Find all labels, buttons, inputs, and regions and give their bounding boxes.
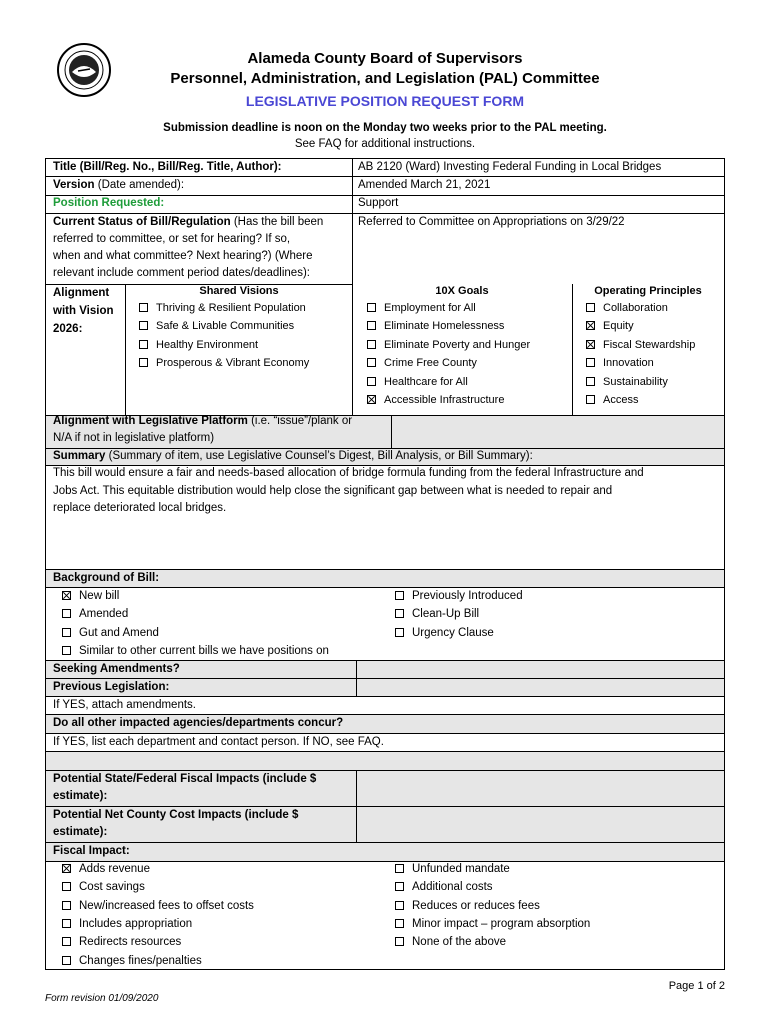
checkbox-label: Eliminate Homelessness <box>384 320 505 333</box>
checkbox-item[interactable] <box>395 916 590 933</box>
checkbox-label: Additional costs <box>412 881 493 894</box>
checkbox-item[interactable] <box>139 337 258 354</box>
checkbox-item[interactable] <box>395 934 506 951</box>
county-cost-label-line: estimate): <box>53 826 108 838</box>
fiscal-impact-label: Fiscal Impact: <box>53 845 130 857</box>
form-revision: Form revision 01/09/2020 <box>45 993 159 1004</box>
checkbox-icon[interactable] <box>586 321 595 330</box>
checkbox-icon[interactable] <box>395 901 404 910</box>
checkbox-label: Clean-Up Bill <box>412 608 480 621</box>
checkbox-icon[interactable] <box>395 609 404 618</box>
checkbox-icon[interactable] <box>62 901 71 910</box>
checkbox-label: Changes fines/penalties <box>79 954 202 967</box>
checkbox-icon[interactable] <box>62 609 71 618</box>
committee-title: Personnel, Administration, and Legislation (PAL) Committee <box>170 70 600 87</box>
checkbox-icon[interactable] <box>367 358 376 367</box>
checkbox-icon[interactable] <box>586 395 595 404</box>
checkbox-label: Cost savings <box>79 881 145 894</box>
checkbox-item[interactable] <box>586 392 638 409</box>
checkbox-item[interactable] <box>367 337 530 354</box>
checkbox-icon[interactable] <box>395 864 404 873</box>
checkbox-icon[interactable] <box>367 395 376 404</box>
checkbox-icon[interactable] <box>586 377 595 386</box>
checkbox-label: Unfunded mandate <box>412 863 510 875</box>
checkbox-item[interactable] <box>367 300 476 317</box>
checkbox-item[interactable] <box>395 588 523 605</box>
previous-legislation-label: Previous Legislation: <box>53 681 170 693</box>
position-label: Position Requested: <box>53 197 165 209</box>
checkbox-label: Accessible Infrastructure <box>384 394 505 406</box>
checkbox-icon[interactable] <box>367 377 376 386</box>
checkbox-label: Urgency Clause <box>412 626 494 639</box>
checkbox-item[interactable] <box>586 318 634 335</box>
goals-title: 10X Goals <box>435 285 489 297</box>
platform-label: Alignment with Legislative Platform (i.e. “issue”/plank or <box>53 415 353 427</box>
checkbox-icon[interactable] <box>367 321 376 330</box>
checkbox-icon[interactable] <box>62 956 71 965</box>
checkbox-icon[interactable] <box>395 919 404 928</box>
seeking-amendments-label: Seeking Amendments? <box>53 663 180 675</box>
state-fiscal-label: Potential State/Federal Fiscal Impacts (include $ <box>53 773 317 785</box>
checkbox-item[interactable] <box>395 898 540 915</box>
checkbox-item[interactable] <box>395 606 479 623</box>
checkbox-icon[interactable] <box>139 321 148 330</box>
shared-visions-title: Shared Visions <box>199 285 279 297</box>
checkbox-item[interactable] <box>62 861 150 878</box>
checkbox-icon[interactable] <box>367 303 376 312</box>
page-number: Page 1 of 2 <box>668 980 725 992</box>
principles-title: Operating Principles <box>594 285 702 297</box>
status-label-line: referred to committee, or set for hearing? If so, <box>53 233 291 245</box>
checkbox-item[interactable] <box>367 355 477 372</box>
status-value[interactable]: Referred to Committee on Appropriations on 3/29/22 <box>358 216 625 228</box>
checkbox-item[interactable] <box>62 588 119 605</box>
title-label: Title (Bill/Reg. No., Bill/Reg. Title, Author): <box>53 161 282 173</box>
status-label-line: relevant include comment period dates/deadlines): <box>53 267 310 279</box>
checkbox-icon[interactable] <box>367 340 376 349</box>
checkbox-item[interactable] <box>62 916 192 933</box>
checkbox-item[interactable] <box>367 392 504 409</box>
checkbox-label: Minor impact – program absorption <box>412 917 591 930</box>
checkbox-label: Access <box>603 394 639 406</box>
faq-note: See FAQ for additional instructions. <box>294 138 476 150</box>
checkbox-label: Gut and Amend <box>79 626 159 639</box>
checkbox-item[interactable] <box>62 898 254 915</box>
checkbox-label: Collaboration <box>603 302 668 314</box>
checkbox-label: Crime Free County <box>384 357 477 370</box>
state-fiscal-label-line: estimate): <box>53 790 108 802</box>
checkbox-label: Equity <box>603 320 634 333</box>
checkbox-item[interactable] <box>586 337 695 354</box>
request-form <box>45 158 725 970</box>
alignment-label: 2026: <box>53 323 83 335</box>
checkbox-item[interactable] <box>139 355 309 372</box>
platform-label-line: N/A if not in legislative platform) <box>53 432 215 444</box>
checkbox-icon[interactable] <box>62 628 71 637</box>
checkbox-label: Healthcare for All <box>384 375 468 388</box>
checkbox-label: Eliminate Poverty and Hunger <box>384 338 531 351</box>
checkbox-icon[interactable] <box>62 591 71 600</box>
form-title: LEGISLATIVE POSITION REQUEST FORM <box>245 93 525 109</box>
concur-label: Do all other impacted agencies/departments concur? <box>53 717 344 729</box>
checkbox-icon[interactable] <box>62 646 71 655</box>
checkbox-icon[interactable] <box>62 882 71 891</box>
alignment-label: Alignment <box>53 287 110 299</box>
checkbox-label: Sustainability <box>603 375 668 388</box>
checkbox-label: Fiscal Stewardship <box>603 338 696 351</box>
summary-label: Summary (Summary of item, use Legislative Counsel’s Digest, Bill Analysis, or Bill Summary): <box>53 450 533 462</box>
checkbox-item[interactable] <box>395 861 510 878</box>
checkbox-item[interactable] <box>62 643 329 660</box>
checkbox-item[interactable] <box>139 318 294 335</box>
version-value[interactable]: Amended March 21, 2021 <box>358 179 491 191</box>
checkbox-icon[interactable] <box>586 358 595 367</box>
alignment-label: with Vision <box>53 305 114 317</box>
checkbox-icon[interactable] <box>62 864 71 873</box>
checkbox-item[interactable] <box>139 300 306 317</box>
checkbox-label: Reduces or reduces fees <box>412 899 540 912</box>
checkbox-item[interactable] <box>586 355 654 372</box>
checkbox-label: Healthy Environment <box>156 338 259 351</box>
org-title: Alameda County Board of Supervisors <box>247 50 523 67</box>
checkbox-label: Safe & Livable Communities <box>156 320 295 333</box>
checkbox-icon[interactable] <box>395 591 404 600</box>
checkbox-item[interactable] <box>62 879 145 896</box>
checkbox-icon[interactable] <box>62 937 71 946</box>
checkbox-item[interactable] <box>395 879 493 896</box>
checkbox-icon[interactable] <box>586 340 595 349</box>
checkbox-item[interactable] <box>586 300 668 317</box>
checkbox-label: Prosperous & Vibrant Economy <box>156 357 310 370</box>
checkbox-item[interactable] <box>62 953 202 970</box>
checkbox-item[interactable] <box>62 625 159 642</box>
checkbox-item[interactable] <box>367 374 468 391</box>
checkbox-icon[interactable] <box>586 303 595 312</box>
county-cost-label: Potential Net County Cost Impacts (include $ <box>53 809 299 821</box>
title-value[interactable]: AB 2120 (Ward) Investing Federal Funding in Local Bridges <box>358 161 662 173</box>
summary-text[interactable]: This bill would ensure a fair and needs-based allocation of bridge formula funding from the federal Infrastructure and <box>53 467 644 479</box>
checkbox-icon[interactable] <box>395 882 404 891</box>
checkbox-icon[interactable] <box>395 628 404 637</box>
checkbox-label: New/increased fees to offset costs <box>79 899 254 912</box>
checkbox-label: None of the above <box>412 936 506 949</box>
checkbox-label: Redirects resources <box>79 936 182 949</box>
deadline-note: Submission deadline is noon on the Monday two weeks prior to the PAL meeting. <box>163 122 607 134</box>
checkbox-item[interactable] <box>367 318 504 335</box>
checkbox-item[interactable] <box>62 606 128 623</box>
checkbox-item[interactable] <box>586 374 668 391</box>
checkbox-label: Previously Introduced <box>412 590 523 602</box>
status-label-line: when and what committee? Next hearing?) (Where <box>53 250 313 262</box>
checkbox-icon[interactable] <box>62 919 71 928</box>
checkbox-label: Adds revenue <box>79 863 150 875</box>
checkbox-item[interactable] <box>395 625 494 642</box>
attach-amendments-note: If YES, attach amendments. <box>53 699 196 711</box>
checkbox-label: Similar to other current bills we have positions on <box>79 644 329 657</box>
position-value[interactable]: Support <box>358 197 399 209</box>
checkbox-icon[interactable] <box>139 358 148 367</box>
checkbox-label: Thriving & Resilient Population <box>156 302 306 314</box>
status-label: Current Status of Bill/Regulation (Has the bill been <box>53 216 324 228</box>
checkbox-label: Employment for All <box>384 302 476 314</box>
list-departments-note: If YES, list each department and contact person. If NO, see FAQ. <box>53 736 384 748</box>
checkbox-icon[interactable] <box>395 937 404 946</box>
version-label: Version (Date amended): <box>53 179 185 191</box>
summary-text[interactable]: replace deteriorated local bridges. <box>53 502 227 514</box>
blank-shade <box>46 751 724 770</box>
background-label: Background of Bill: <box>53 572 160 584</box>
checkbox-label: Innovation <box>603 357 654 370</box>
checkbox-icon[interactable] <box>139 303 148 312</box>
checkbox-item[interactable] <box>62 934 181 951</box>
checkbox-label: New bill <box>79 590 120 602</box>
fiscal-label-shade <box>46 842 724 861</box>
checkbox-label: Includes appropriation <box>79 917 193 930</box>
checkbox-icon[interactable] <box>139 340 148 349</box>
checkbox-label: Amended <box>79 608 129 621</box>
summary-text[interactable]: Jobs Act. This equitable distribution would help close the significant gap between what is needed to repair and <box>53 485 613 497</box>
